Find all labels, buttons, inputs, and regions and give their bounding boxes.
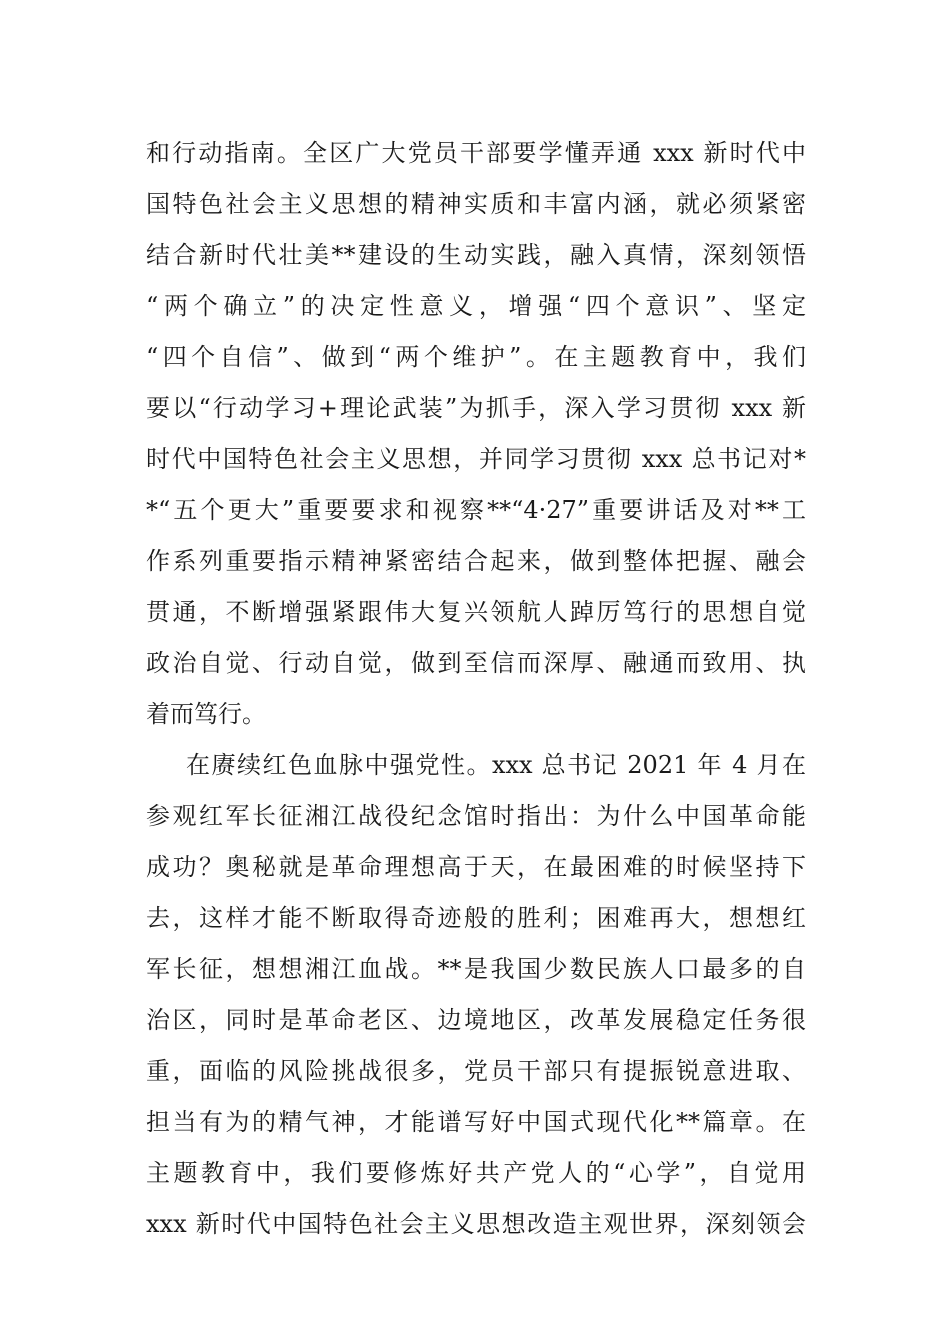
text-line: 贯通，不断增强紧跟伟大复兴领航人踔厉笃行的思想自觉 xyxy=(146,598,806,626)
text-line: 在赓续红色血脉中强党性。xxx 总书记 2021 年 4 月在 xyxy=(186,751,806,779)
text-line: 治区，同时是革命老区、边境地区，改革发展稳定任务很 xyxy=(146,1006,806,1034)
text-line: 着而笃行。 xyxy=(146,700,266,728)
text-line: 政治自觉、行动自觉，做到至信而深厚、融通而致用、执 xyxy=(146,649,806,677)
text-line: 主题教育中，我们要修炼好共产党人的“心学”，自觉用 xyxy=(146,1159,806,1187)
text-line: 参观红军长征湘江战役纪念馆时指出：为什么中国革命能 xyxy=(146,802,806,830)
text-line: 和行动指南。全区广大党员干部要学懂弄通 xxx 新时代中 xyxy=(146,139,806,167)
text-line: 成功？奥秘就是革命理想高于天，在最困难的时候坚持下 xyxy=(146,853,806,881)
text-line: xxx 新时代中国特色社会主义思想改造主观世界，深刻领会 xyxy=(146,1210,806,1238)
text-line: *“五个更大”重要要求和视察**“4·27”重要讲话及对**工 xyxy=(146,496,806,524)
text-line: 军长征，想想湘江血战。**是我国少数民族人口最多的自 xyxy=(146,955,806,983)
text-line: “四个自信”、做到“两个维护”。在主题教育中，我们 xyxy=(146,343,806,371)
text-line: 作系列重要指示精神紧密结合起来，做到整体把握、融会 xyxy=(146,547,806,575)
text-line: 担当有为的精气神，才能谱写好中国式现代化**篇章。在 xyxy=(146,1108,806,1136)
text-line: “两个确立”的决定性意义，增强“四个意识”、坚定 xyxy=(146,292,806,320)
text-line: 时代中国特色社会主义思想，并同学习贯彻 xxx 总书记对* xyxy=(146,445,806,473)
text-line: 国特色社会主义思想的精神实质和丰富内涵，就必须紧密 xyxy=(146,190,806,218)
text-line: 结合新时代壮美**建设的生动实践，融入真情，深刻领悟 xyxy=(146,241,806,269)
text-line: 去，这样才能不断取得奇迹般的胜利；困难再大，想想红 xyxy=(146,904,806,932)
text-line: 要以“行动学习+理论武装”为抓手，深入学习贯彻 xxx 新 xyxy=(146,394,806,422)
text-line: 重，面临的风险挑战很多，党员干部只有提振锐意进取、 xyxy=(146,1057,806,1085)
